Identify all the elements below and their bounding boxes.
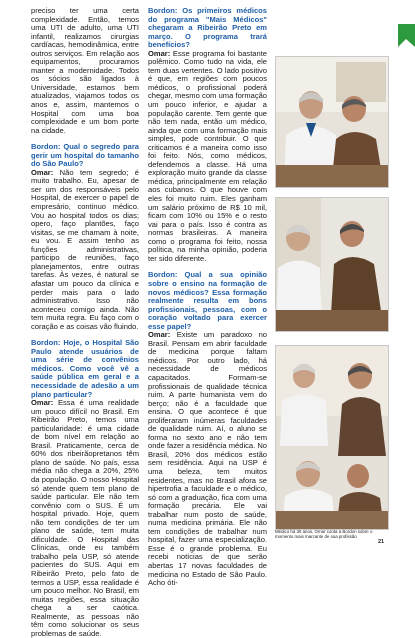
photo-1-image xyxy=(276,57,388,187)
question-2: Bordon: Hoje, o Hospital São Paulo atende usuários de uma série de convênios médicos. Como você vê a saúde pública em geral e a necessidade de adesão a um plano particular? xyxy=(31,338,139,399)
answer-3-text: Esse programa foi bastante polêmico. Como tudo na vida, ele tem duas vertentes. O lado positivo é que, em regiões com poucos médicos, o profissional poderá chegar, mesmo com uma formação um pouco inferior, e ajudar a população carente. Tem gente que não tem nada, então um médico, ainda que com uma formação mais simples, pode contribuir. O que criticamos é a maneira como isso foi feito. Nós, como médicos, defendemos a classe. Há uma exploração muito grande da classe médica, principalmente em relação aos cubanos. O que houve com eles foi muito ruim. Eles ganham um salário próximo de R$ 10 mil, ficam com 10% ou 15% e o resto vai para o país. Isso é contra as normas brasileiras. A maneira como o programa foi feito, nossa política, na minha opinião, poderia ter sido diferente. xyxy=(148,48,267,263)
photo-3-image xyxy=(276,346,388,529)
answer-2-text: Essa é uma realidade um pouco difícil no Brasil. Em Ribeirão Preto, temos uma particularidade: é uma cidade de bom nível em relação ao Brasil. Praticamente, cerca de 60% dos ribeirãopretanos têm plano de saúde. No país, essa média não chega a 20%, 25% da população. O nosso Hospital só atende quem tem plano de saúde particular. Ele não tem convênio com o SUS. É um hospital privado. Hoje, quem não tem condições de ter um plano de saúde, tem muita dificuldade. O Hospital das Clínicas, onde eu também trabalho pela USP, só atende pacientes do SUS. Aqui em Ribeirão Preto, pelo fato de termos a USP, essa realidade é um pouco melhor. No Brasil, em muitas regiões, essa situação chega a ser caótica. Realmente, as pessoas não têm como solucionar os seus problemas de saúde. xyxy=(31,398,139,638)
text-column-left xyxy=(31,7,139,638)
interview-photo-1 xyxy=(275,56,389,188)
answer-4-label: Omar: xyxy=(148,330,171,340)
corner-tab-icon xyxy=(398,24,415,47)
text-column-middle xyxy=(148,7,267,588)
answer-2 xyxy=(31,399,139,638)
answer-4 xyxy=(148,331,267,587)
answer-2-label: Omar: xyxy=(31,398,54,408)
answer-1-text: Não tem segredo; é muito trabalho. Eu, apesar de ser um dos responsáveis pelo Hospital, de exercer o papel de empresário, continuo médico. Vou ao hospital todos os dias; opero, faço plantões, faço visitas, se me chamam à noite, eu vou. E assim tenho as funções administrativas, participo de reuniões, faço planejamentos, entre outras tarefas. Às vezes, é natural se afastar um pouco da clínica e perder mais para o lado administrativo. Isso não aconteceu comigo ainda. Não tem muita regra. Eu faço com o coração e as coisas vão fluindo. xyxy=(31,167,139,331)
answer-1 xyxy=(31,169,139,331)
answer-3-label: Omar: xyxy=(148,48,171,58)
interview-photo-3 xyxy=(275,345,389,530)
answer-1-label: Omar: xyxy=(31,167,54,177)
photo-2-image xyxy=(276,198,388,331)
photo-caption: Médico há 30 anos, Omar conta a Bordon sobre o momento mais marcante de sua profissão xyxy=(275,529,373,540)
answer-4-text: Existe um paradoxo no Brasil. Pensam em abrir faculdade de medicina porque faltam médicos. Por outro lado, há necessidade de médicos capacitados. Formam-se profissionais de qualidade técnica ruim. A parte humanista vem do berço; não é a faculdade que ensina. O que acontece é que proliferaram inúmeras faculdades de qualidade ruim. Aí, o aluno se forma no sexto ano e não tem onde fazer a residência médica. No Brasil, 20% dos médicos estão sem residência. Aqui na USP é uma beleza, tem muitos residentes, mas no Brasil afora se hipertrofia a faculdade e o médico, só com a graduação, fica com uma formação precária. Ele vai trabalhar num posto de saúde, numa medicina primária. Ele não tem condições de trabalhar num hospital, fazer uma especialização. Esse é o grande problema. Eu recebi notícias de que serão abertas 17 novas faculdades de medicina no Estado de São Paulo. Acho óti- xyxy=(148,330,267,588)
paragraph-intro: preciso ter uma certa complexidade. Então, temos uma UTI de adulto, uma UTI infantil, realizamos cirurgias cardíacas, hemodinâmica, entre outros serviços. Em relação aos equipamentos, procuramos manter a modernidade. Todos os sócios são ligados à Universidade, estamos bem atualizados, viajamos todos os anos e, assim, mantemos o Hospital com uma boa complexidade e um bom porte na cidade. xyxy=(31,6,139,135)
question-1: Bordon: Qual o segredo para gerir um hospital do tamanho do São Paulo? xyxy=(31,142,139,169)
answer-3 xyxy=(148,50,267,264)
question-3: Bordon: Os primeiros médicos do programa "Mais Médicos" chegaram a Ribeirão Preto em março. O programa trará benefícios? xyxy=(148,6,267,50)
page-number: 21 xyxy=(378,539,385,545)
interview-photo-2 xyxy=(275,197,389,332)
question-4: Bordon: Qual a sua opinião sobre o ensino na formação de novos médicos? Essa formação realmente resulta em bons profissionais, pessoas, com o coração voltado para exercer esse papel? xyxy=(148,270,267,331)
